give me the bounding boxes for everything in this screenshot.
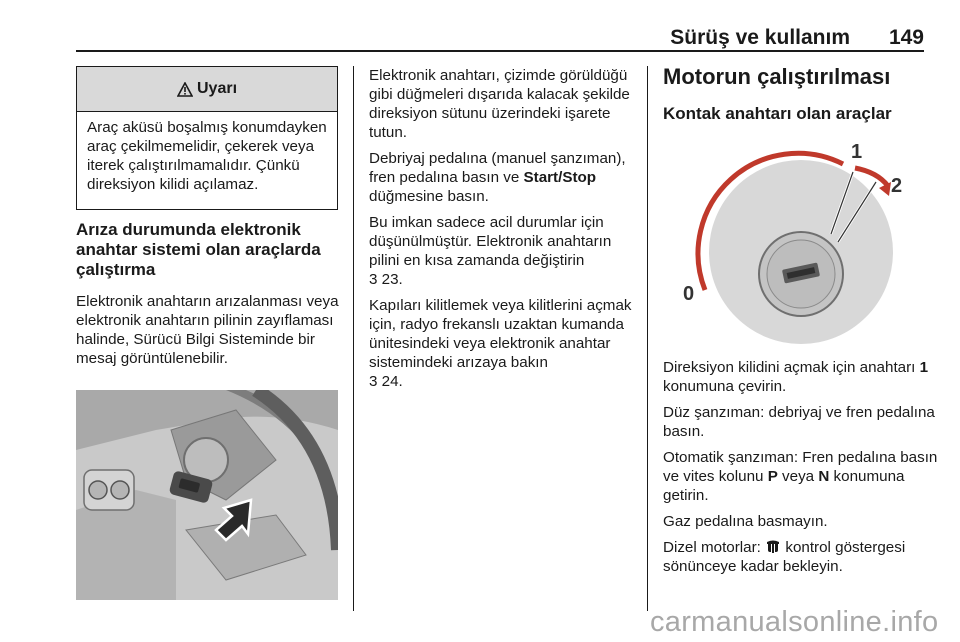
page-reference: 3 24. bbox=[369, 373, 403, 390]
paragraph: Dizel motorlar: kontrol göstergesi sönünceye kadar bekleyin. bbox=[663, 539, 906, 575]
position-label-1: 1 bbox=[851, 141, 863, 163]
col1-paragraph bbox=[76, 292, 346, 375]
page-number: 149 bbox=[888, 26, 924, 49]
paragraph: Düz şanzıman: debriyaj ve fren pedalına basın. bbox=[663, 404, 935, 440]
col2-text bbox=[369, 66, 639, 398]
paragraph: Bu imkan sadece acil durumlar için düşünülmüştür. Elektronik anahtarın pilini en kısa zamanda değiştirin 3 23. bbox=[369, 214, 612, 288]
warning-header bbox=[77, 67, 337, 112]
page-reference: 3 23. bbox=[369, 271, 403, 288]
section-subtitle: Kontak anahtarı olan araçlar bbox=[663, 104, 892, 123]
paragraph: Otomatik şanzıman: Fren pedalına basın ve vites kolunu P veya N konumuna getirin. bbox=[663, 449, 938, 504]
paragraph: Direksiyon kilidini açmak için anahtarı 1 konumuna çevirin. bbox=[663, 359, 929, 395]
warning-box bbox=[76, 66, 338, 210]
position-label-0: 0 bbox=[683, 283, 695, 305]
col3-text bbox=[663, 358, 943, 583]
warning-title: Uyarı bbox=[196, 80, 238, 97]
section-title: Motorun çalıştırılması bbox=[663, 64, 891, 89]
start-stop-label: Start/Stop bbox=[523, 169, 597, 186]
paragraph: Gaz pedalına basmayın. bbox=[663, 513, 828, 530]
paragraph: Debriyaj pedalına (manuel şanzıman), fren pedalına basın ve Start/Stop düğmesine basın. bbox=[369, 150, 626, 205]
position-label-2: 2 bbox=[891, 175, 903, 197]
ignition-switch-diagram bbox=[663, 134, 925, 346]
warning-text: Araç aküsü boşalmış konumdayken araç çekilmemelidir, çekerek veya iterek çalıştırılmamalıdır. Çünkü direksiyon kilidi açılamaz. bbox=[87, 119, 327, 193]
section-heading-emergency-start: Arıza durumunda elektronik anahtar sistemi olan araçlarda çalıştırma bbox=[76, 220, 321, 279]
header-rule bbox=[76, 50, 924, 52]
key-holder-photo bbox=[76, 390, 338, 600]
running-header-title: Sürüş ve kullanım bbox=[670, 26, 850, 49]
glow-plug-icon bbox=[765, 540, 781, 554]
paragraph: Elektronik anahtarı, çizimde görüldüğü gibi düğmeleri dışarıda kalacak şekilde direksiyon sütunu üzerindeki işarete tutun. bbox=[369, 67, 630, 141]
column-divider bbox=[353, 66, 354, 611]
watermark: carmanualsonline.info bbox=[650, 606, 939, 638]
warning-triangle-icon bbox=[177, 82, 193, 97]
column-divider bbox=[647, 66, 648, 611]
paragraph: Elektronik anahtarın arızalanması veya elektronik anahtarın pilinin zayıflaması halinde, Sürücü Bilgi Sisteminde bir mesaj görüntülenebilir. bbox=[76, 293, 339, 367]
paragraph: Kapıları kilitlemek veya kilitlerini açmak için, radyo frekanslı uzaktan kumanda ünitesindeki veya elektronik anahtar sistemindeki arızaya bakın 3 24. bbox=[369, 297, 632, 390]
